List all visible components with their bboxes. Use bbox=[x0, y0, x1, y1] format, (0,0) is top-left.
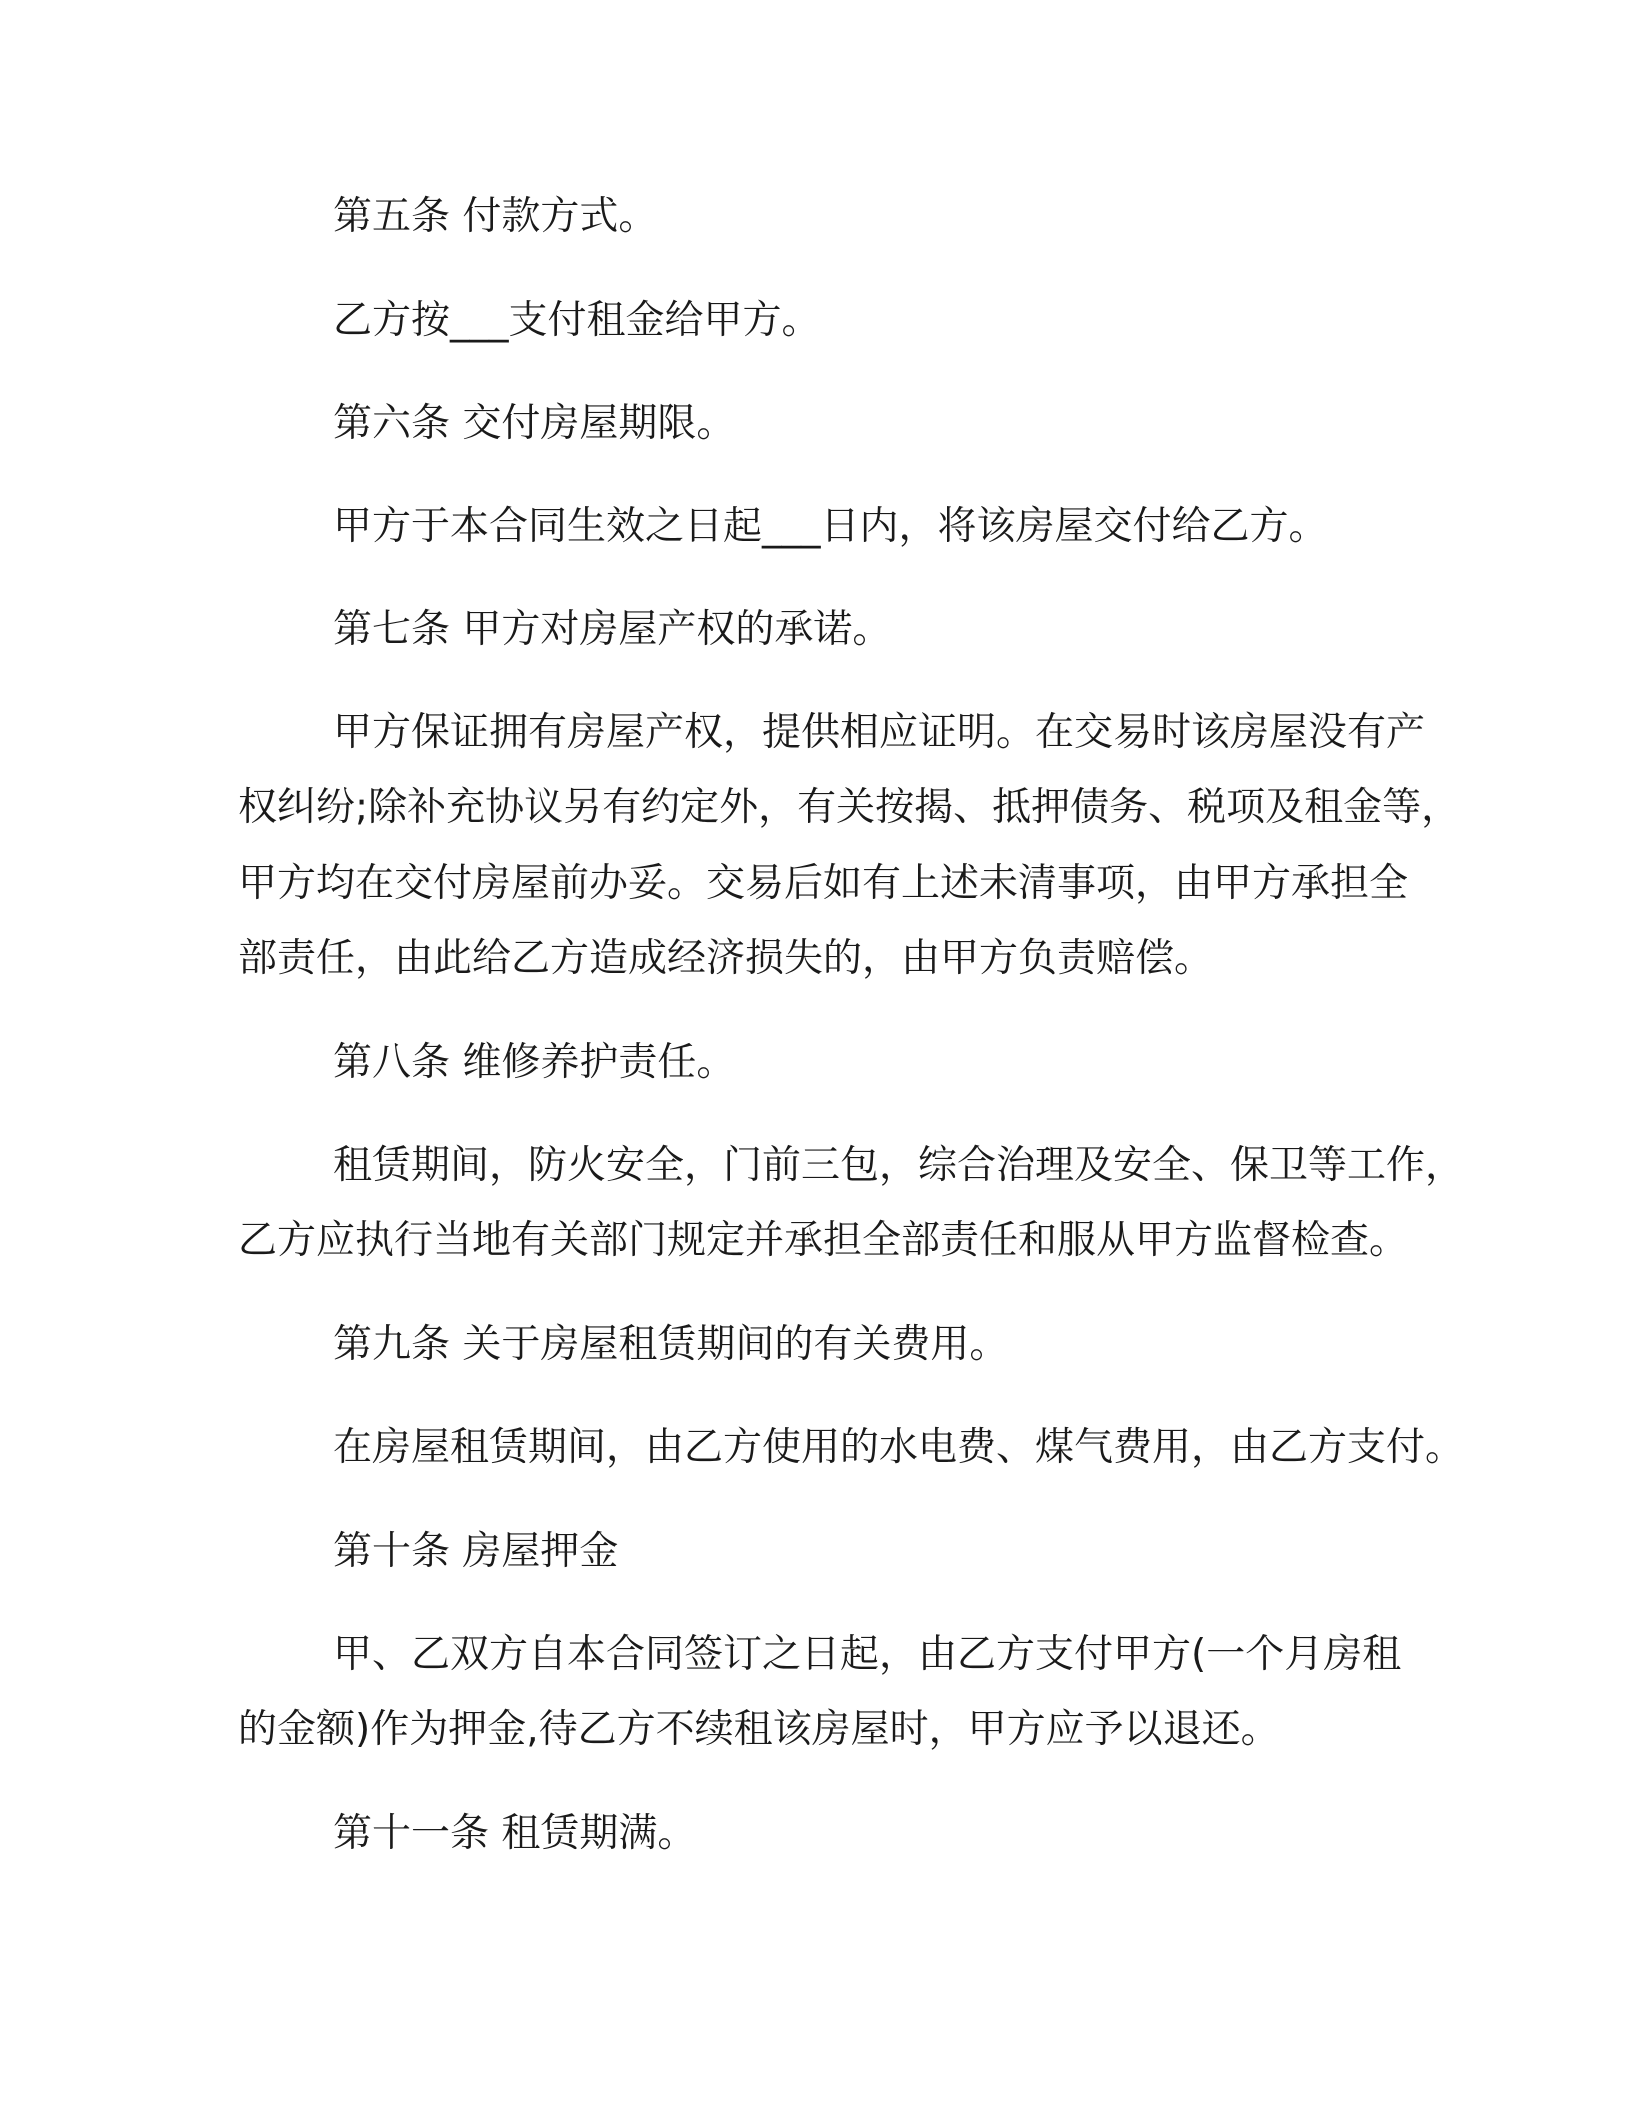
article-7-body-line-2: 权纠纷;除补充协议另有约定外，有关按揭、抵押债务、税项及租金等， bbox=[238, 785, 1461, 830]
article-7-body-line-4: 部责任，由此给乙方造成经济损失的，由甲方负责赔偿。 bbox=[238, 936, 1214, 981]
article-11-heading: 第十一条 租赁期满。 bbox=[333, 1811, 697, 1856]
article-10-body-line-2: 的金额)作为押金,待乙方不续租该房屋时，甲方应予以退还。 bbox=[238, 1707, 1280, 1752]
article-8-body-line-2: 乙方应执行当地有关部门规定并承担全部责任和服从甲方监督检查。 bbox=[238, 1218, 1409, 1263]
article-6-heading: 第六条 交付房屋期限。 bbox=[333, 401, 736, 446]
article-6-body: 甲方于本合同生效之日起___日内，将该房屋交付给乙方。 bbox=[333, 504, 1328, 549]
article-9-heading: 第九条 关于房屋租赁期间的有关费用。 bbox=[333, 1322, 1009, 1367]
article-10-body-line-1: 甲、乙双方自本合同签订之日起，由乙方支付甲方(一个月房租 bbox=[333, 1632, 1402, 1677]
article-7-body-line-3: 甲方均在交付房屋前办妥。交易后如有上述未清事项，由甲方承担全 bbox=[238, 861, 1409, 906]
article-8-heading: 第八条 维修养护责任。 bbox=[333, 1040, 736, 1085]
article-5-heading: 第五条 付款方式。 bbox=[333, 194, 658, 239]
article-7-heading: 第七条 甲方对房屋产权的承诺。 bbox=[333, 607, 892, 652]
article-8-body-line-1: 租赁期间，防火安全，门前三包，综合治理及安全、保卫等工作， bbox=[333, 1143, 1465, 1188]
article-7-body-line-1: 甲方保证拥有房屋产权，提供相应证明。在交易时该房屋没有产 bbox=[333, 710, 1426, 755]
article-5-body: 乙方按___支付租金给甲方。 bbox=[333, 298, 821, 343]
article-9-body: 在房屋租赁期间，由乙方使用的水电费、煤气费用，由乙方支付。 bbox=[333, 1425, 1465, 1470]
article-10-heading: 第十条 房屋押金 bbox=[333, 1529, 619, 1574]
